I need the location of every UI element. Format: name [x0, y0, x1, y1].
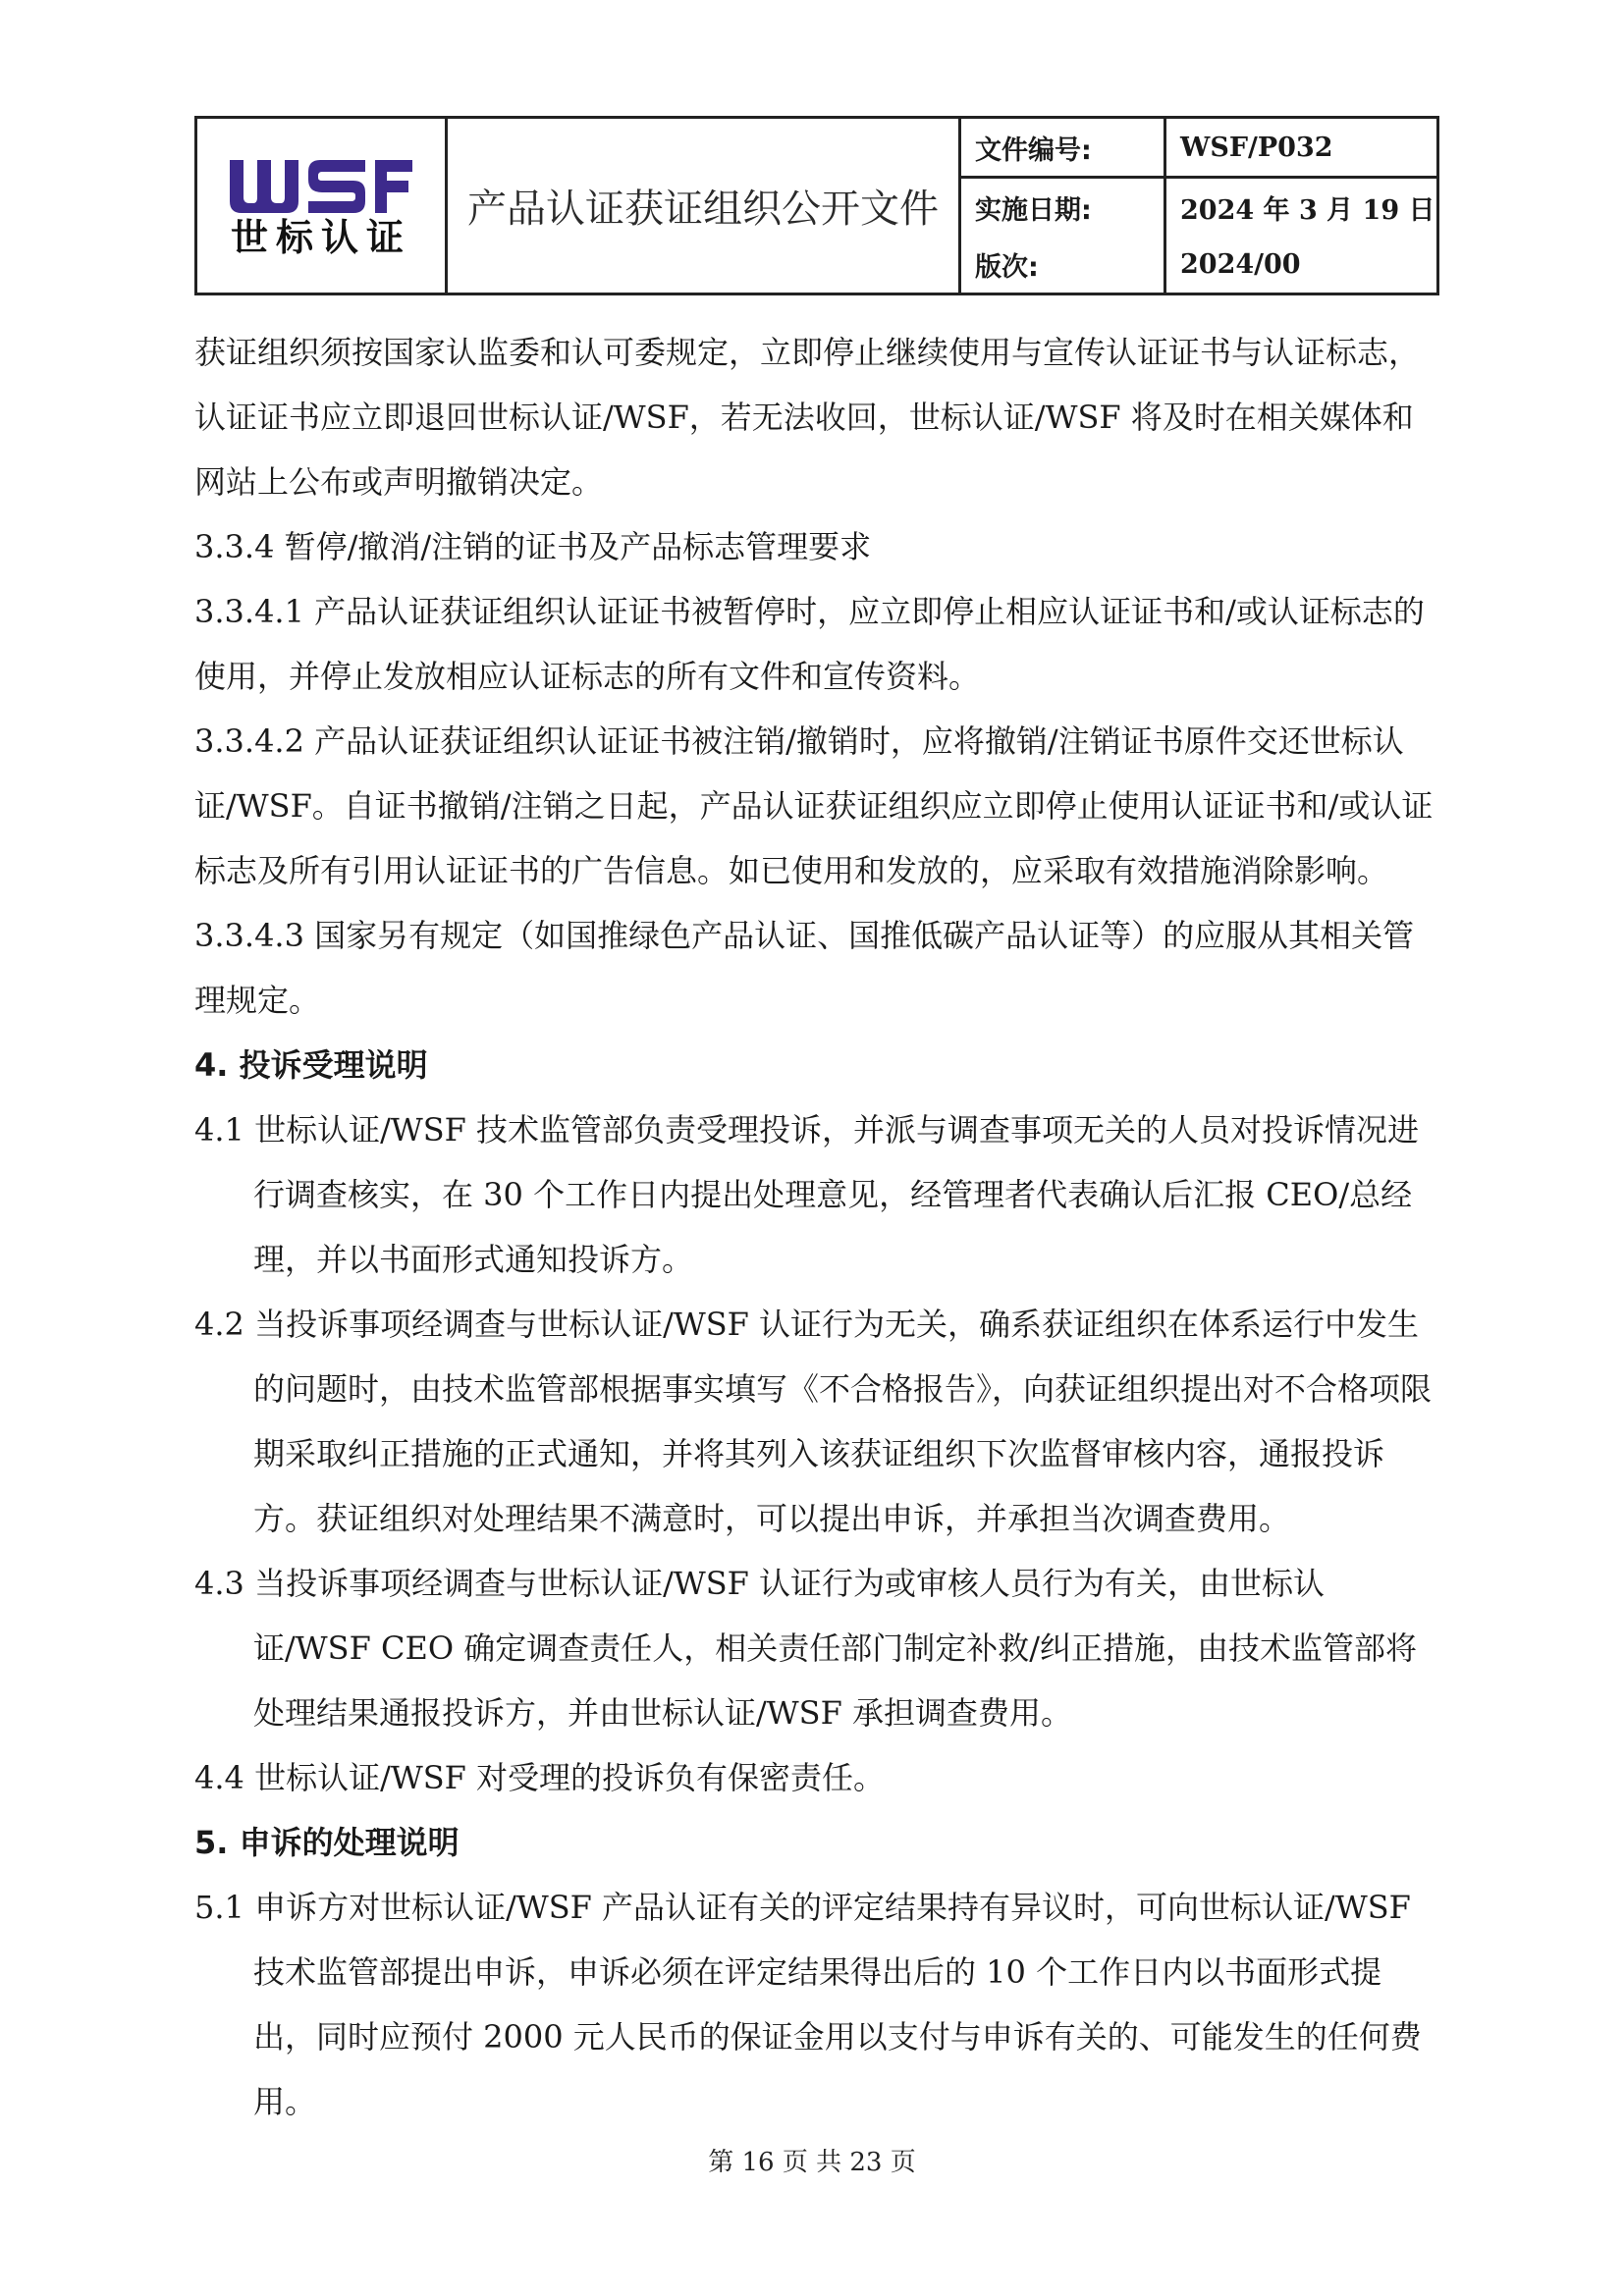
clause-4-2: 4.2 当投诉事项经调查与世标认证/WSF 认证行为无关，确系获证组织在体系运行中发生的问题时，由技术监管部根据事实填写《不合格报告》，向获证组织提出对不合格项限期采取纠正措施的正式通知，并将其列入该获证组织下次监督审核内容，通报投诉方。获证组织对处理结果不满意时，可以提出申诉，并承担当次调查费用。: [194, 1306, 1433, 1537]
page-number: 第 16 页 共 23 页: [708, 2148, 916, 2177]
doc-number-label: 文件编号:: [960, 118, 1165, 178]
section-heading-5: 5. 申诉的处理说明: [194, 1824, 460, 1861]
section-heading-4: 4. 投诉受理说明: [194, 1046, 428, 1084]
clause-3-3-4-2: 3.3.4.2 产品认证获证组织认证证书被注销/撤销时，应将撤销/注销证书原件交还世标认证/WSF。自证书撤销/注销之日起，产品认证获证组织应立即停止使用认证证书和/或认证标志及所有引用认证证书的广告信息。如已使用和发放的，应采取有效措施消除影响。: [194, 722, 1434, 889]
clause-4-1: 4.1 世标认证/WSF 技术监管部负责受理投诉，并派与调查事项无关的人员对投诉情况进行调查核实，在 30 个工作日内提出处理意见，经管理者代表确认后汇报 CEO/总经理，并以书面形式通知投诉方。: [194, 1111, 1420, 1278]
clause-3-3-4-1: 3.3.4.1 产品认证获证组织认证证书被暂停时，应立即停止相应认证证书和/或认证标志的使用，并停止发放相应认证标志的所有文件和宣传资料。: [194, 593, 1425, 695]
version-label: 版次:: [960, 236, 1165, 294]
clause-4-3: 4.3 当投诉事项经调查与世标认证/WSF 认证行为或审核人员行为有关，由世标认证/WSF CEO 确定调查责任人，相关责任部门制定补救/纠正措施，由技术监管部将处理结果通报投诉方，并由世标认证/WSF 承担调查费用。: [194, 1565, 1418, 1732]
clause-3-3-4: 3.3.4 暂停/撤消/注销的证书及产品标志管理要求: [194, 528, 872, 565]
logo-chinese-text: 世标认证: [230, 215, 411, 259]
document-title: 产品认证获证组织公开文件: [447, 118, 960, 294]
clause-5-1: 5.1 申诉方对世标认证/WSF 产品认证有关的评定结果持有异议时，可向世标认证/WSF 技术监管部提出申诉，申诉必须在评定结果得出后的 10 个工作日内以书面形式提出，同时应预付 2000 元人民币的保证金用以支付与申诉有关的、可能发生的任何费用。: [194, 1889, 1422, 2120]
document-header: [194, 116, 1439, 295]
effective-date-label: 实施日期:: [960, 178, 1165, 237]
clause-4-4: 4.4 世标认证/WSF 对受理的投诉负有保密责任。: [194, 1759, 886, 1796]
effective-date-value: 2024 年 3 月 19 日: [1165, 178, 1438, 237]
clause-3-3-4-3: 3.3.4.3 国家另有规定（如国推绿色产品认证、国推低碳产品认证等）的应服从其相关管理规定。: [194, 917, 1415, 1019]
paragraph-revocation: 获证组织须按国家认监委和认可委规定，立即停止继续使用与宣传认证证书与认证标志，认证证书应立即退回世标认证/WSF，若无法收回，世标认证/WSF 将及时在相关媒体和网站上公布或声明撤销决定。: [194, 334, 1421, 501]
version-value: 2024/00: [1165, 236, 1438, 294]
document-body: [194, 320, 1441, 2134]
wsf-logo-icon: [228, 156, 414, 217]
company-logo: [197, 156, 445, 259]
doc-number-value: WSF/P032: [1165, 118, 1438, 178]
logo-cell: [196, 118, 447, 294]
